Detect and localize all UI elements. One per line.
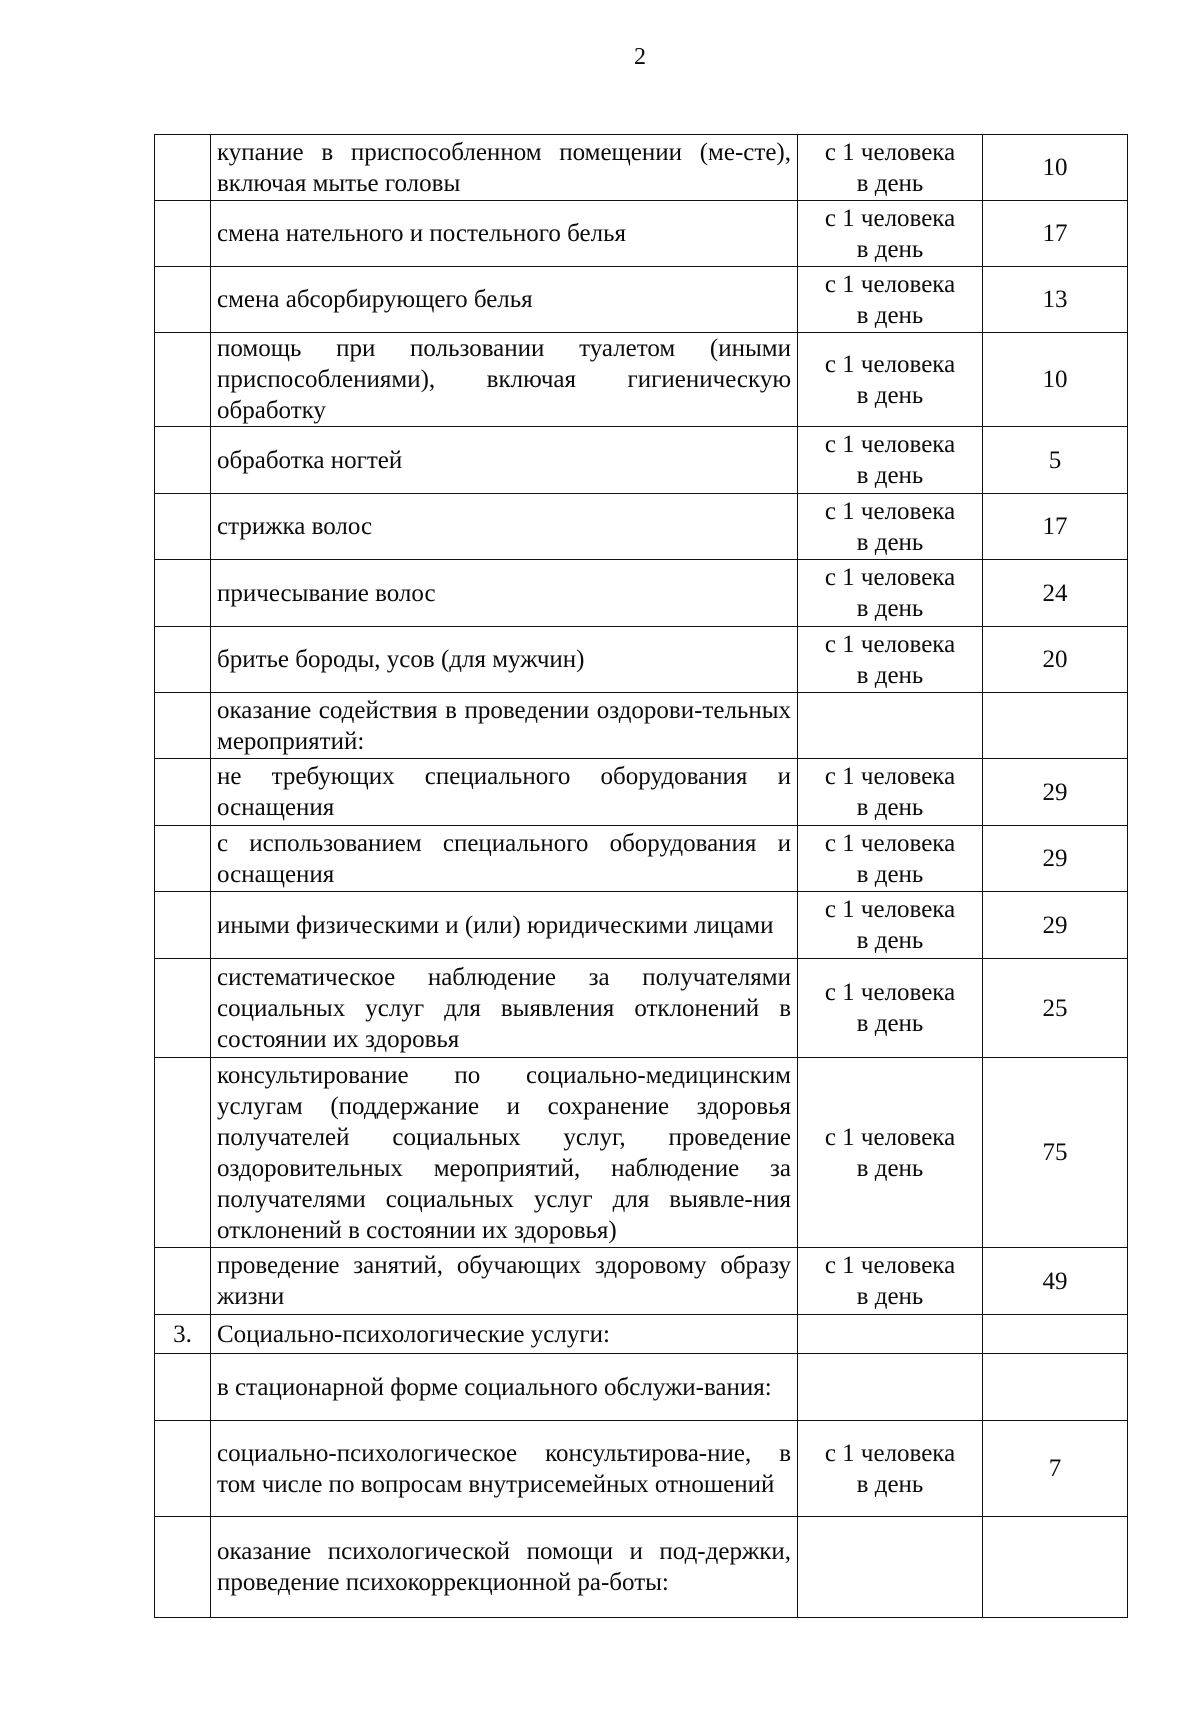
row-number-cell xyxy=(155,267,211,333)
service-description-cell: купание в приспособленном помещении (ме-сте), включая мытье головы xyxy=(211,135,798,201)
unit-cell xyxy=(798,560,983,627)
unit-text: в день xyxy=(856,301,924,329)
unit-text: в день xyxy=(856,1283,924,1310)
service-description-cell: смена нательного и постельного белья xyxy=(211,201,798,267)
row-number-cell xyxy=(155,135,211,201)
table-row xyxy=(155,201,1128,267)
unit-text: в день xyxy=(856,1470,924,1498)
value-cell: 24 xyxy=(983,560,1128,627)
row-number-cell xyxy=(155,693,211,759)
unit-text: с 1 человека xyxy=(824,497,956,525)
service-description-cell: с использованием специального оборудования и оснащения xyxy=(211,826,798,892)
row-number-cell xyxy=(155,201,211,267)
table-row xyxy=(155,1058,1128,1248)
unit-cell xyxy=(798,1517,983,1618)
service-description-cell: социально-психологическое консультирова-ние, в том числе по вопросам внутрисемейных отношений xyxy=(211,1421,798,1517)
value-cell: 10 xyxy=(983,135,1128,201)
service-description-cell: в стационарной форме социального обслужи-вания: xyxy=(211,1354,798,1421)
service-description-cell: оказание содействия в проведении оздорови-тельных мероприятий: xyxy=(211,693,798,759)
unit-text: в день xyxy=(856,1010,924,1037)
unit-cell xyxy=(798,759,983,826)
value-cell: 25 xyxy=(983,959,1128,1058)
unit-text: в день xyxy=(856,235,924,263)
unit-text: с 1 человека xyxy=(824,564,956,591)
service-description-cell: помощь при пользовании туалетом (иными приспособлениями), включая гигиеническую обработку xyxy=(211,333,798,427)
unit-cell xyxy=(798,1248,983,1315)
service-description-cell: стрижка волос xyxy=(211,494,798,560)
value-cell: 29 xyxy=(983,759,1128,826)
row-number-cell xyxy=(155,333,211,427)
unit-text: в день xyxy=(856,927,924,954)
unit-text: с 1 человека xyxy=(824,829,956,857)
unit-cell xyxy=(798,135,983,201)
row-number-cell xyxy=(155,1058,211,1248)
unit-text: в день xyxy=(856,860,924,888)
unit-text: с 1 человека xyxy=(824,763,956,790)
unit-text: в день xyxy=(856,1154,924,1182)
value-cell: 10 xyxy=(983,333,1128,427)
unit-text: с 1 человека xyxy=(824,1252,956,1279)
service-description-cell: консультирование по социально-медицинским услугам (поддержание и сохранение здоровья получателей социальных услуг, проведение оздоровительных мероприятий, наблюдение за получателями социальных услуг для выявле-ния отклонений в состоянии их здоровья) xyxy=(211,1058,798,1248)
value-cell xyxy=(983,1315,1128,1354)
table-row xyxy=(155,1421,1128,1517)
row-number-cell xyxy=(155,627,211,693)
unit-cell xyxy=(798,1421,983,1517)
unit-cell xyxy=(798,1058,983,1248)
table-row xyxy=(155,333,1128,427)
value-cell: 5 xyxy=(983,427,1128,494)
unit-text: в день xyxy=(856,169,924,197)
value-cell: 17 xyxy=(983,201,1128,267)
unit-cell xyxy=(798,959,983,1058)
unit-text: в день xyxy=(856,661,924,689)
service-description-cell: бритье бороды, усов (для мужчин) xyxy=(211,627,798,693)
unit-text: с 1 человека xyxy=(824,350,956,378)
table-row xyxy=(155,267,1128,333)
table-row xyxy=(155,759,1128,826)
table-row xyxy=(155,1315,1128,1354)
table-row xyxy=(155,494,1128,560)
page-number: 2 xyxy=(634,44,646,70)
value-cell xyxy=(983,1517,1128,1618)
unit-cell xyxy=(798,1354,983,1421)
row-number-cell xyxy=(155,494,211,560)
row-number-cell: 3. xyxy=(155,1315,211,1354)
unit-text: с 1 человека xyxy=(824,896,956,923)
row-number-cell xyxy=(155,826,211,892)
row-number-cell xyxy=(155,759,211,826)
value-cell: 7 xyxy=(983,1421,1128,1517)
row-number-cell xyxy=(155,1517,211,1618)
unit-cell xyxy=(798,1315,983,1354)
row-number-cell xyxy=(155,1354,211,1421)
unit-cell xyxy=(798,826,983,892)
service-description-cell: не требующих специального оборудования и оснащения xyxy=(211,759,798,826)
services-table xyxy=(154,134,1128,1618)
table-row xyxy=(155,135,1128,201)
unit-text: в день xyxy=(856,528,924,556)
unit-cell xyxy=(798,201,983,267)
row-number-cell xyxy=(155,892,211,959)
unit-text: с 1 человека xyxy=(824,979,956,1006)
unit-text: с 1 человека xyxy=(824,1123,956,1151)
table-row xyxy=(155,560,1128,627)
unit-text: с 1 человека xyxy=(824,270,956,298)
service-description-cell: оказание психологической помощи и под-держки, проведение психокоррекционной ра-боты: xyxy=(211,1517,798,1618)
table-row xyxy=(155,959,1128,1058)
row-number-cell xyxy=(155,560,211,627)
value-cell xyxy=(983,693,1128,759)
unit-text: с 1 человека xyxy=(824,1439,956,1467)
unit-text: в день xyxy=(856,462,924,489)
unit-text: с 1 человека xyxy=(824,431,956,458)
row-number-cell xyxy=(155,427,211,494)
unit-text: в день xyxy=(856,381,924,409)
unit-cell xyxy=(798,427,983,494)
unit-cell xyxy=(798,494,983,560)
value-cell: 29 xyxy=(983,826,1128,892)
table-row xyxy=(155,627,1128,693)
row-number-cell xyxy=(155,959,211,1058)
row-number-cell xyxy=(155,1248,211,1315)
table-row xyxy=(155,826,1128,892)
value-cell: 20 xyxy=(983,627,1128,693)
unit-text: с 1 человека xyxy=(824,138,956,166)
service-description-cell: иными физическими и (или) юридическими лицами xyxy=(211,892,798,959)
service-description-cell: обработка ногтей xyxy=(211,427,798,494)
value-cell: 17 xyxy=(983,494,1128,560)
service-description-cell: смена абсорбирующего белья xyxy=(211,267,798,333)
unit-cell xyxy=(798,627,983,693)
value-cell xyxy=(983,1354,1128,1421)
service-description-cell: систематическое наблюдение за получателями социальных услуг для выявления отклонений в состоянии их здоровья xyxy=(211,959,798,1058)
service-description-cell: причесывание волос xyxy=(211,560,798,627)
table-row xyxy=(155,1248,1128,1315)
unit-cell xyxy=(798,892,983,959)
row-number-cell xyxy=(155,1421,211,1517)
unit-text: с 1 человека xyxy=(824,204,956,232)
value-cell: 75 xyxy=(983,1058,1128,1248)
unit-text: в день xyxy=(856,794,924,821)
table-row xyxy=(155,693,1128,759)
service-description-cell: проведение занятий, обучающих здоровому образу жизни xyxy=(211,1248,798,1315)
value-cell: 29 xyxy=(983,892,1128,959)
value-cell: 13 xyxy=(983,267,1128,333)
table-row xyxy=(155,1517,1128,1618)
unit-text: с 1 человека xyxy=(824,630,956,658)
table-row xyxy=(155,427,1128,494)
service-description-cell: Социально-психологические услуги: xyxy=(211,1315,798,1354)
value-cell: 49 xyxy=(983,1248,1128,1315)
unit-cell xyxy=(798,333,983,427)
unit-text: в день xyxy=(856,595,924,622)
unit-cell xyxy=(798,693,983,759)
unit-cell xyxy=(798,267,983,333)
table-row xyxy=(155,892,1128,959)
table-row xyxy=(155,1354,1128,1421)
